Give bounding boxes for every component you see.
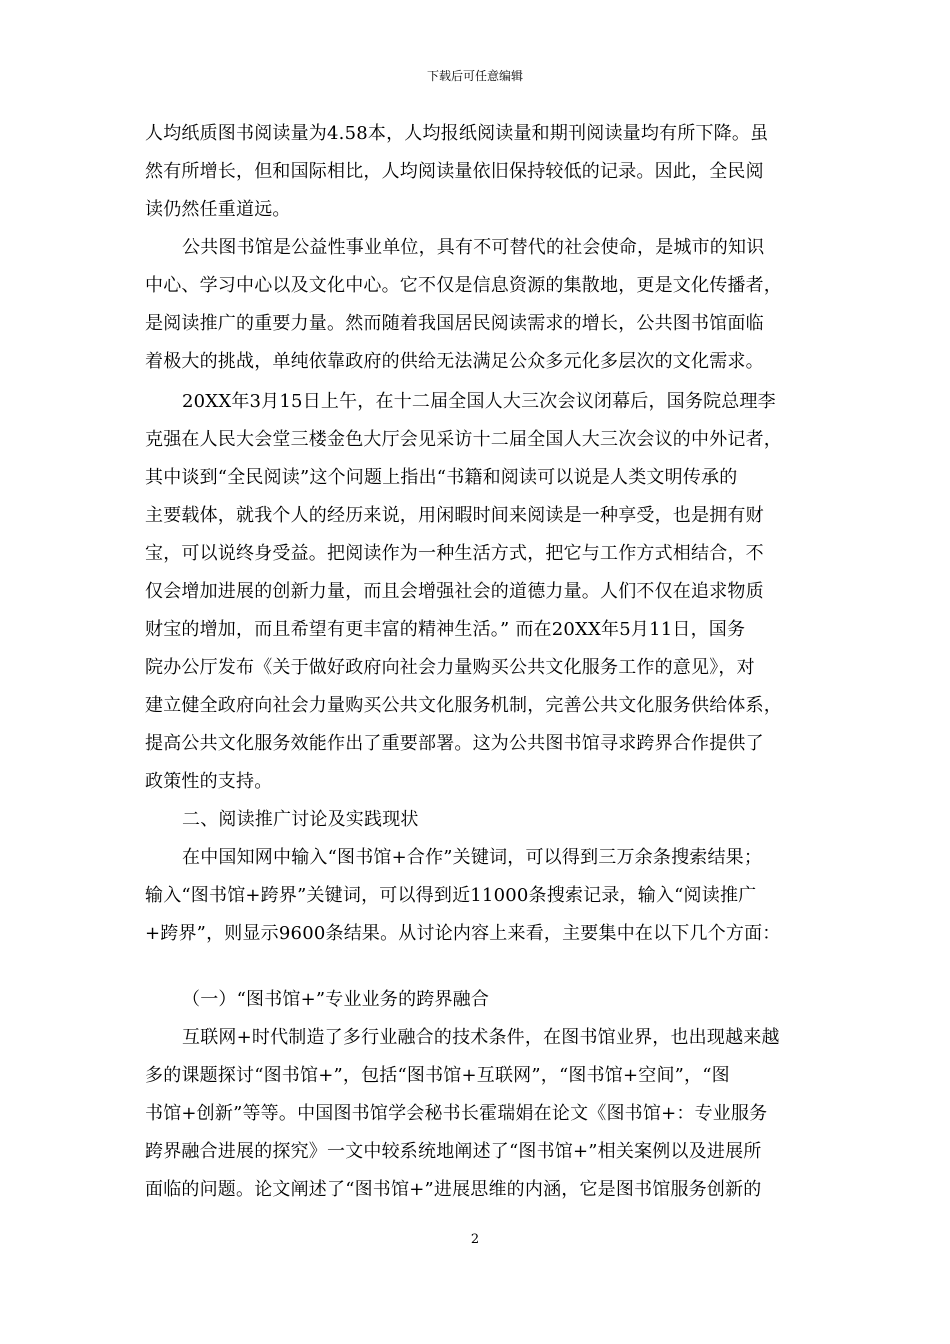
text-line: 20XX年3月15日上午，在十二届全国人大三次会议闭幕后，国务院总理李 xyxy=(182,391,776,412)
text-line: 财宝的增加，而且希望有更丰富的精神生活。” 而在20XX年5月11日，国务 xyxy=(145,619,746,640)
text-line: 克强在人民大会堂三楼金色大厅会见采访十二届全国人大三次会议的中外记者， xyxy=(145,429,782,450)
text-line: 院办公厅发布《关于做好政府向社会力量购买公共文化服务工作的意见》，对 xyxy=(145,657,755,678)
text-line: +跨界”，则显示9600条结果。从讨论内容上来看，主要集中在以下几个方面： xyxy=(145,923,781,944)
text-line: 二、阅读推广讨论及实践现状 xyxy=(182,809,419,830)
text-line: 在中国知网中输入“图书馆+合作”关键词，可以得到三万余条搜索结果； xyxy=(182,847,763,868)
text-line: 书馆+创新”等等。中国图书馆学会秘书长霍瑞娟在论文《图书馆+：专业服务 xyxy=(145,1103,768,1124)
text-line: 其中谈到“全民阅读”这个问题上指出“书籍和阅读可以说是人类文明传承的 xyxy=(145,467,738,488)
text-line: 跨界融合进展的探究》一文中较系统地阐述了“图书馆+”相关案例以及进展所 xyxy=(145,1141,762,1162)
text-line: 主要载体，就我个人的经历来说，用闲暇时间来阅读是一种享受，也是拥有财 xyxy=(145,505,764,526)
text-line: 多的课题探讨“图书馆+”，包括“图书馆+互联网”，“图书馆+空间”，“图 xyxy=(145,1065,730,1086)
text-line: 公共图书馆是公益性事业单位，具有不可替代的社会使命，是城市的知识 xyxy=(182,237,765,258)
text-line: 人均纸质图书阅读量为4.58本，人均报纸阅读量和期刊阅读量均有所下降。虽 xyxy=(145,123,769,144)
text-line: 着极大的挑战，单纯依靠政府的供给无法满足公众多元化多层次的文化需求。 xyxy=(145,351,764,372)
text-line: 面临的问题。论文阐述了“图书馆+”进展思维的内涵，它是图书馆服务创新的 xyxy=(145,1179,762,1200)
text-line: 读仍然任重道远。 xyxy=(145,199,291,220)
text-line: 然有所增长，但和国际相比，人均阅读量依旧保持较低的记录。因此，全民阅 xyxy=(145,161,764,182)
text-line: 提高公共文化服务效能作出了重要部署。这为公共图书馆寻求跨界合作提供了 xyxy=(145,733,764,754)
text-line: 互联网+时代制造了多行业融合的技术条件，在图书馆业界，也出现越来越 xyxy=(182,1027,780,1048)
text-line: 仅会增加进展的创新力量，而且会增强社会的道德力量。人们不仅在追求物质 xyxy=(145,581,764,602)
text-line: 输入“图书馆+跨界”关键词，可以得到近11000条搜索记录，输入“阅读推广 xyxy=(145,885,757,906)
text-line: 建立健全政府向社会力量购买公共文化服务机制，完善公共文化服务供给体系， xyxy=(145,695,782,716)
page-number: 2 xyxy=(470,1232,480,1247)
text-line: （一）“图书馆+”专业业务的跨界融合 xyxy=(182,989,490,1010)
text-line: 中心、学习中心以及文化中心。它不仅是信息资源的集散地，更是文化传播者， xyxy=(145,275,782,296)
text-line: 是阅读推广的重要力量。然而随着我国居民阅读需求的增长，公共图书馆面临 xyxy=(145,313,764,334)
text-line: 政策性的支持。 xyxy=(145,771,273,792)
text-line: 宝，可以说终身受益。把阅读作为一种生活方式，把它与工作方式相结合，不 xyxy=(145,543,764,564)
page-header: 下载后可任意编辑 xyxy=(426,69,523,83)
